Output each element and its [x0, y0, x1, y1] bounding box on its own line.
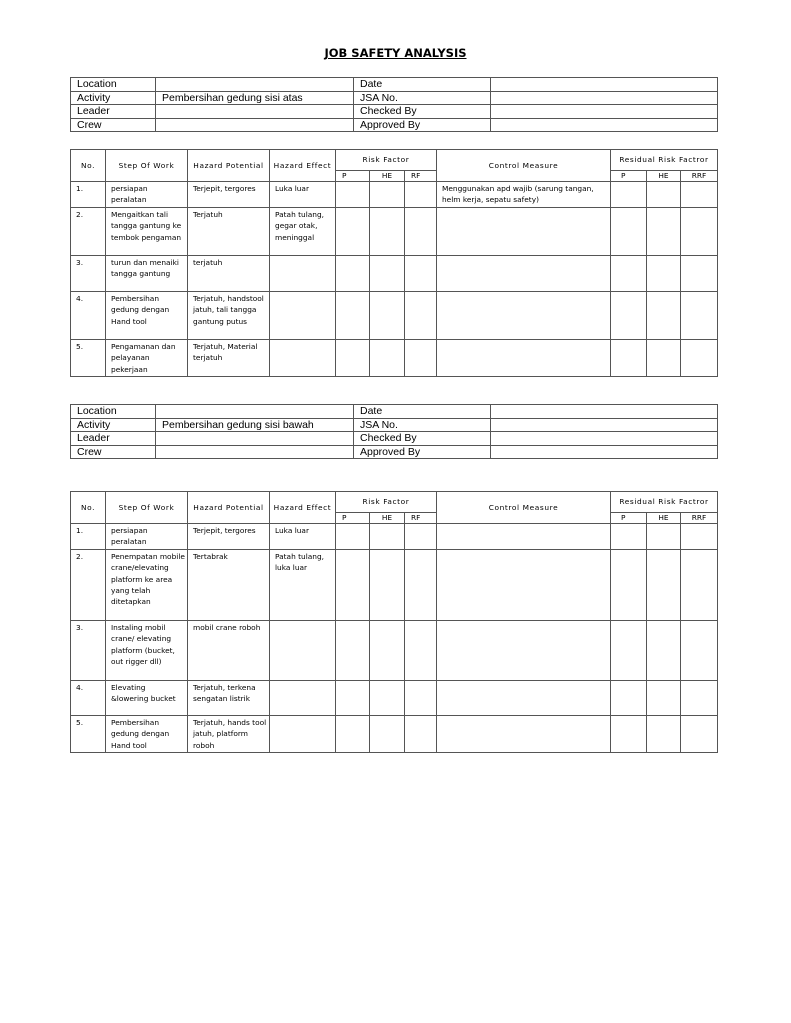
- row-residual-rrf[interactable]: [681, 182, 718, 208]
- row-rf[interactable]: [405, 207, 437, 255]
- jsa-table-1: [70, 149, 718, 377]
- row-control-measure: Menggunakan apd wajib (sarung tangan, helm kerja, sepatu safety): [437, 182, 611, 208]
- jsa-no-field[interactable]: [491, 91, 718, 105]
- row-step: persiapan peralatan: [106, 524, 188, 550]
- row-hazard-potential: Terjatuh, handstool jatuh, tali tangga gantung putus: [188, 291, 270, 339]
- jsa-table-2: [70, 491, 718, 753]
- row-residual-p[interactable]: [611, 549, 647, 620]
- table-row: [71, 339, 718, 376]
- location-label: Location: [71, 78, 156, 92]
- info-row-leader: [71, 432, 718, 446]
- row-residual-rrf[interactable]: [681, 680, 718, 715]
- row-residual-he[interactable]: [647, 620, 681, 680]
- table-row: [71, 620, 718, 680]
- row-step: Pembersihan gedung dengan Hand tool: [106, 291, 188, 339]
- row-residual-p[interactable]: [611, 339, 647, 376]
- row-no: 5.: [71, 715, 106, 752]
- jsa-no-label: JSA No.: [354, 91, 491, 105]
- row-residual-rrf[interactable]: [681, 549, 718, 620]
- row-no: 4.: [71, 291, 106, 339]
- activity-label: Activity: [71, 91, 156, 105]
- location-label: Location: [71, 405, 156, 419]
- table-row: [71, 524, 718, 550]
- row-residual-he[interactable]: [647, 291, 681, 339]
- crew-label: Crew: [71, 118, 156, 132]
- row-rf[interactable]: [405, 339, 437, 376]
- row-step: Elevating &lowering bucket: [106, 680, 188, 715]
- row-rf[interactable]: [405, 680, 437, 715]
- row-he[interactable]: [370, 182, 405, 208]
- row-residual-he[interactable]: [647, 680, 681, 715]
- subheader-residual-he: HE: [647, 513, 681, 524]
- row-residual-he[interactable]: [647, 255, 681, 291]
- row-residual-rrf[interactable]: [681, 715, 718, 752]
- job-info-table-1: [70, 77, 718, 132]
- crew-field[interactable]: [156, 118, 354, 132]
- info-row-activity: [71, 91, 718, 105]
- row-he[interactable]: [370, 291, 405, 339]
- row-residual-p[interactable]: [611, 207, 647, 255]
- row-hazard-effect[interactable]: [270, 291, 336, 339]
- row-p[interactable]: [336, 680, 370, 715]
- row-hazard-effect[interactable]: [270, 255, 336, 291]
- row-rf[interactable]: [405, 182, 437, 208]
- header-risk-factor: Risk Factor: [336, 150, 437, 171]
- subheader-p: P: [336, 513, 370, 524]
- subheader-residual-p: P: [611, 513, 647, 524]
- row-control-measure[interactable]: [437, 255, 611, 291]
- checked-by-field[interactable]: [491, 105, 718, 119]
- table-row: [71, 291, 718, 339]
- subheader-rf: RF: [405, 171, 437, 182]
- row-hazard-potential: Tertabrak: [188, 549, 270, 620]
- row-hazard-effect: Patah tulang, luka luar: [270, 549, 336, 620]
- row-no: 3.: [71, 620, 106, 680]
- row-control-measure[interactable]: [437, 620, 611, 680]
- table-row: [71, 680, 718, 715]
- header-no: No.: [71, 150, 106, 182]
- row-he[interactable]: [370, 549, 405, 620]
- subheader-he: HE: [370, 171, 405, 182]
- header-risk-factor: Risk Factor: [336, 492, 437, 513]
- row-residual-p[interactable]: [611, 680, 647, 715]
- leader-label: Leader: [71, 432, 156, 446]
- checked-by-label: Checked By: [354, 432, 491, 446]
- header-residual-risk-factor: Residual Risk Factror: [611, 150, 718, 171]
- crew-field[interactable]: [156, 445, 354, 459]
- job-info-table-2: [70, 404, 718, 459]
- row-residual-he[interactable]: [647, 339, 681, 376]
- row-rf[interactable]: [405, 715, 437, 752]
- jsa-header-row: [71, 492, 718, 513]
- approved-by-label: Approved By: [354, 118, 491, 132]
- row-p[interactable]: [336, 620, 370, 680]
- info-row-crew: [71, 118, 718, 132]
- row-step: Penempatan mobile crane/elevating platform ke area yang telah ditetapkan: [106, 549, 188, 620]
- row-step: turun dan menaiki tangga gantung: [106, 255, 188, 291]
- row-hazard-potential: Terjepit, tergores: [188, 524, 270, 550]
- jsa-header-row: [71, 150, 718, 171]
- date-field[interactable]: [491, 78, 718, 92]
- row-step: Mengaitkan tali tangga gantung ke tembok pengaman: [106, 207, 188, 255]
- header-residual-risk-factor: Residual Risk Factror: [611, 492, 718, 513]
- row-p[interactable]: [336, 715, 370, 752]
- row-residual-he[interactable]: [647, 549, 681, 620]
- row-residual-p[interactable]: [611, 524, 647, 550]
- row-residual-he[interactable]: [647, 182, 681, 208]
- row-residual-he[interactable]: [647, 715, 681, 752]
- leader-field[interactable]: [156, 432, 354, 446]
- row-residual-p[interactable]: [611, 291, 647, 339]
- row-he[interactable]: [370, 715, 405, 752]
- approved-by-label: Approved By: [354, 445, 491, 459]
- header-control-measure: Control Measure: [437, 492, 611, 524]
- activity-field[interactable]: Pembersihan gedung sisi atas: [156, 91, 354, 105]
- row-he[interactable]: [370, 524, 405, 550]
- subheader-he: HE: [370, 513, 405, 524]
- table-row: [71, 182, 718, 208]
- row-hazard-potential: Terjatuh, hands tool jatuh, platform roboh: [188, 715, 270, 752]
- approved-by-field[interactable]: [491, 445, 718, 459]
- row-p[interactable]: [336, 339, 370, 376]
- row-residual-rrf[interactable]: [681, 524, 718, 550]
- row-residual-rrf[interactable]: [681, 207, 718, 255]
- jsa-no-field[interactable]: [491, 418, 718, 432]
- row-step: Pembersihan gedung dengan Hand tool: [106, 715, 188, 752]
- subheader-residual-rrf: RRF: [681, 171, 718, 182]
- row-residual-p[interactable]: [611, 620, 647, 680]
- leader-field[interactable]: [156, 105, 354, 119]
- location-field[interactable]: [156, 405, 354, 419]
- date-label: Date: [354, 78, 491, 92]
- info-row-leader: [71, 105, 718, 119]
- approved-by-field[interactable]: [491, 118, 718, 132]
- row-control-measure[interactable]: [437, 524, 611, 550]
- row-rf[interactable]: [405, 291, 437, 339]
- row-no: 1.: [71, 524, 106, 550]
- subheader-rf: RF: [405, 513, 437, 524]
- header-hazard-potential: Hazard Potential: [188, 492, 270, 524]
- header-hazard-effect: Hazard Effect: [270, 150, 336, 182]
- header-step-of-work: Step Of Work: [106, 492, 188, 524]
- row-no: 2.: [71, 549, 106, 620]
- row-rf[interactable]: [405, 549, 437, 620]
- info-row-activity: [71, 418, 718, 432]
- row-hazard-effect[interactable]: [270, 680, 336, 715]
- checked-by-label: Checked By: [354, 105, 491, 119]
- row-no: 4.: [71, 680, 106, 715]
- row-control-measure[interactable]: [437, 549, 611, 620]
- row-hazard-effect: Luka luar: [270, 182, 336, 208]
- row-no: 2.: [71, 207, 106, 255]
- row-no: 3.: [71, 255, 106, 291]
- row-p[interactable]: [336, 291, 370, 339]
- info-row-location: [71, 78, 718, 92]
- date-label: Date: [354, 405, 491, 419]
- row-p[interactable]: [336, 524, 370, 550]
- row-hazard-potential: Terjatuh: [188, 207, 270, 255]
- table-row: [71, 715, 718, 752]
- row-hazard-effect[interactable]: [270, 620, 336, 680]
- header-step-of-work: Step Of Work: [106, 150, 188, 182]
- row-p[interactable]: [336, 255, 370, 291]
- header-no: No.: [71, 492, 106, 524]
- row-step: Instaling mobil crane/ elevating platform (bucket, out rigger dll): [106, 620, 188, 680]
- row-residual-rrf[interactable]: [681, 620, 718, 680]
- date-field[interactable]: [491, 405, 718, 419]
- jsa-no-label: JSA No.: [354, 418, 491, 432]
- row-he[interactable]: [370, 339, 405, 376]
- row-residual-he[interactable]: [647, 524, 681, 550]
- row-control-measure[interactable]: [437, 291, 611, 339]
- row-he[interactable]: [370, 255, 405, 291]
- subheader-residual-rrf: RRF: [681, 513, 718, 524]
- row-no: 5.: [71, 339, 106, 376]
- document-title: JOB SAFETY ANALYSIS: [324, 46, 467, 60]
- row-rf[interactable]: [405, 255, 437, 291]
- checked-by-field[interactable]: [491, 432, 718, 446]
- row-he[interactable]: [370, 620, 405, 680]
- activity-label: Activity: [71, 418, 156, 432]
- row-hazard-potential: mobil crane roboh: [188, 620, 270, 680]
- table-row: [71, 255, 718, 291]
- row-control-measure[interactable]: [437, 715, 611, 752]
- row-hazard-potential: Terjatuh, terkena sengatan listrik: [188, 680, 270, 715]
- row-hazard-potential: Terjepit, tergores: [188, 182, 270, 208]
- header-control-measure: Control Measure: [437, 150, 611, 182]
- subheader-p: P: [336, 171, 370, 182]
- table-row: [71, 207, 718, 255]
- row-rf[interactable]: [405, 524, 437, 550]
- table-row: [71, 549, 718, 620]
- row-he[interactable]: [370, 207, 405, 255]
- row-residual-he[interactable]: [647, 207, 681, 255]
- row-hazard-potential: Terjatuh, Material terjatuh: [188, 339, 270, 376]
- row-residual-p[interactable]: [611, 182, 647, 208]
- row-control-measure[interactable]: [437, 207, 611, 255]
- row-step: persiapan peralatan: [106, 182, 188, 208]
- row-residual-rrf[interactable]: [681, 339, 718, 376]
- header-hazard-potential: Hazard Potential: [188, 150, 270, 182]
- header-hazard-effect: Hazard Effect: [270, 492, 336, 524]
- row-hazard-effect: Luka luar: [270, 524, 336, 550]
- crew-label: Crew: [71, 445, 156, 459]
- row-residual-p[interactable]: [611, 255, 647, 291]
- row-p[interactable]: [336, 182, 370, 208]
- row-hazard-effect: Patah tulang, gegar otak, meninggal: [270, 207, 336, 255]
- row-residual-rrf[interactable]: [681, 255, 718, 291]
- subheader-residual-p: P: [611, 171, 647, 182]
- row-residual-p[interactable]: [611, 715, 647, 752]
- row-residual-rrf[interactable]: [681, 291, 718, 339]
- info-row-crew: [71, 445, 718, 459]
- row-control-measure[interactable]: [437, 339, 611, 376]
- row-rf[interactable]: [405, 620, 437, 680]
- info-row-location: [71, 405, 718, 419]
- row-hazard-effect[interactable]: [270, 339, 336, 376]
- activity-field[interactable]: Pembersihan gedung sisi bawah: [156, 418, 354, 432]
- row-he[interactable]: [370, 680, 405, 715]
- row-p[interactable]: [336, 207, 370, 255]
- row-hazard-potential: terjatuh: [188, 255, 270, 291]
- location-field[interactable]: [156, 78, 354, 92]
- row-hazard-effect[interactable]: [270, 715, 336, 752]
- subheader-residual-he: HE: [647, 171, 681, 182]
- row-control-measure[interactable]: [437, 680, 611, 715]
- row-p[interactable]: [336, 549, 370, 620]
- row-no: 1.: [71, 182, 106, 208]
- leader-label: Leader: [71, 105, 156, 119]
- row-step: Pengamanan dan pelayanan pekerjaan: [106, 339, 188, 376]
